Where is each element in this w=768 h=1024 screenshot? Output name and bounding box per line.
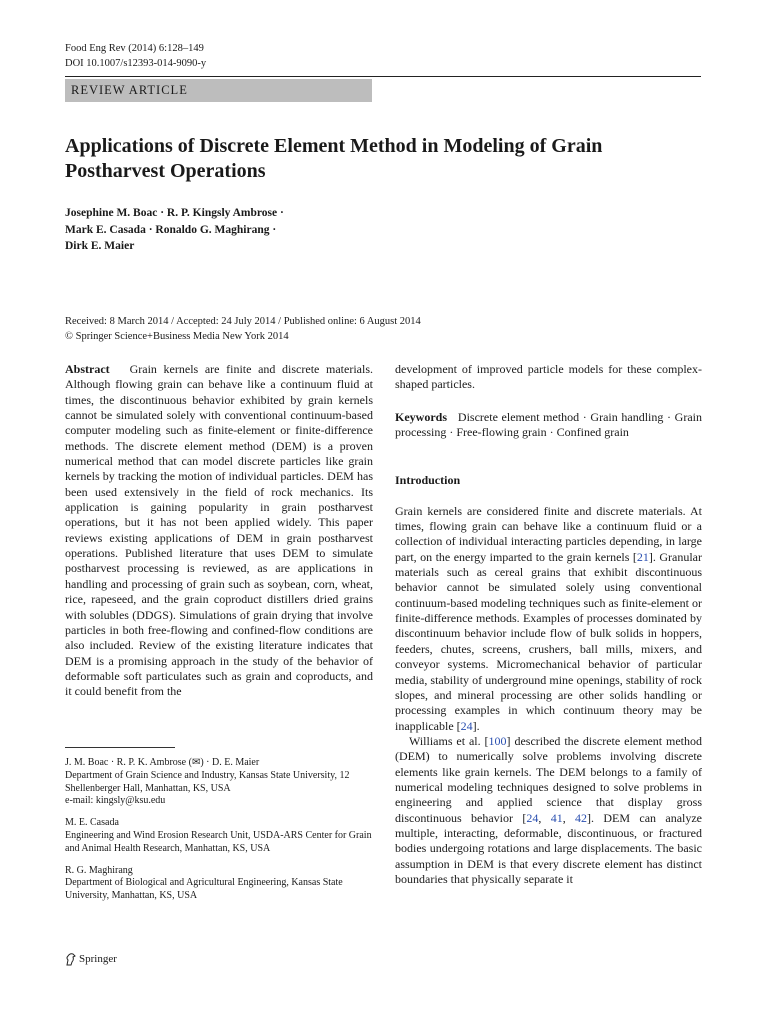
- abstract-text: Grain kernels are finite and discrete materials. Although flowing grain can behave like a continuum fluid at times, the discontinuous behavior exhibited by grain kernels cannot be simulated solely with conventional continuum-based computer modeling such as finite-element or finite-difference methods. The discrete element method (DEM) is a proven numerical method that can model discrete particles like grain kernels by tracking the motion of individual particles. DEM has been used extensively in the field of rock mechanics. Its application is gaining popularity in grain postharvest operations, but it has not been applied widely. This paper reviews existing applications of DEM in grain postharvest operations. Published literature that uses DEM to simulate postharvest processing is reviewed, as are applications in handling and processing of grain such as soybean, corn, wheat, rice, rapeseed, and the grain coproduct distillers dried grains with solubles (DDGS). Simulations of grain drying that involve particles in both free-flowing and confined-flow conditions are also included. Review of the existing literature indicates that DEM is a promising approach in the study of the behavior of deformable soft particulates such as grain and coproducts, and it could benefit from the: [65, 362, 373, 699]
- article-type-banner: REVIEW ARTICLE: [65, 79, 372, 102]
- affiliation-address: Engineering and Wind Erosion Research Unit, USDA-ARS Center for Grain and Animal Health Research, Manhattan, KS, USA: [65, 829, 372, 854]
- history-dates: Received: 8 March 2014 / Accepted: 24 July 2014 / Published online: 6 August 2014: [65, 316, 421, 327]
- affiliation-names: R. G. Maghirang: [65, 864, 133, 876]
- abstract-label: Abstract: [65, 362, 110, 376]
- publisher-name: Springer: [79, 953, 117, 965]
- intro-paragraph-1: Grain kernels are considered finite and discrete materials. At times, flowing grain can behave like a continuum fluid or a collection of individual interacting particles depending, in large part, on the energy imparted to the grain kernels [21]. Granular materials such as cereal grains that exhibit discontinuous behavior cannot be simulated solely using conventional continuum-based modeling techniques such as finite-element or finite-difference methods. Examples of processes dominated by discontinuum behavior include flow of bulk solids in hoppers, feeders, chutes, screens, crushers, ball mills, mixers, and conveyor systems. Micromechanical behavior of particular media, stability of underground mine openings, stability of rock slopes, and mineral processing are other solids handling or processing examples in which continuum theory may be inapplicable [24].: [395, 503, 702, 733]
- citation-link[interactable]: 21: [636, 549, 649, 564]
- citation-link[interactable]: 42: [575, 810, 588, 825]
- springer-horse-icon: [65, 953, 76, 966]
- affiliations: [65, 757, 375, 912]
- keywords-label: Keywords: [395, 409, 447, 424]
- author-line: Dirk E. Maier: [65, 240, 135, 252]
- doi-line: DOI 10.1007/s12393-014-9090-y: [65, 58, 207, 69]
- affiliation-block: [65, 865, 375, 903]
- section-heading-introduction: Introduction: [395, 473, 461, 488]
- header-rule: [65, 76, 701, 77]
- copyright-line: © Springer Science+Business Media New York 2014: [65, 330, 289, 342]
- journal-line: Food Eng Rev (2014) 6:128–149: [65, 43, 204, 54]
- citation-link[interactable]: 100: [488, 733, 507, 748]
- affiliation-names: J. M. Boac · R. P. K. Ambrose (✉) · D. E. Maier: [65, 757, 260, 768]
- author-line: Mark E. Casada · Ronaldo G. Maghirang ·: [65, 223, 277, 236]
- affiliation-block: [65, 817, 375, 855]
- affiliation-address: Department of Biological and Agricultural Engineering, Kansas State University, Manhattan, KS, USA: [65, 877, 343, 902]
- affiliation-email: e-mail: kingsly@ksu.edu: [65, 795, 166, 807]
- abstract-continuation: development of improved particle models for these complex-shaped particles.: [395, 362, 702, 392]
- journal-citation: [65, 41, 206, 71]
- citation-link[interactable]: 24: [460, 718, 473, 733]
- left-column: [65, 362, 373, 700]
- author-list: [65, 205, 465, 255]
- keywords-text: Discrete element method · Grain handling · Grain processing · Free-flowing grain · Confined grain: [395, 409, 702, 440]
- article-title: Applications of Discrete Element Method in Modeling of Grain Postharvest Operations: [65, 135, 603, 182]
- footnote-rule: [65, 747, 175, 748]
- author-line: Josephine M. Boac · R. P. Kingsly Ambrose ·: [65, 207, 284, 219]
- citation-link[interactable]: 41: [550, 810, 563, 825]
- publisher-footer: [65, 952, 117, 966]
- affiliation-address: Department of Grain Science and Industry, Kansas State University, 12 Shellenberger Hall, Manhattan, KS, USA: [65, 769, 350, 794]
- intro-paragraph-2: Williams et al. [100] described the discrete element method (DEM) to numerically solve problems involving discrete elements like grain kernels. The DEM belongs to a family of numerical modeling techniques designed to solve problems in engineering and applied science that display gross discontinuous behavior [24, 41, 42]. DEM can analyze multiple, interacting, deformable, discontinuous, or fractured bodies undergoing rotations and large displacements. The basic assumption in DEM is that every discrete element has distinct boundaries that physically separate it: [395, 733, 703, 886]
- right-column: [395, 362, 702, 887]
- abstract-paragraph: [65, 362, 373, 700]
- affiliation-names: M. E. Casada: [65, 817, 119, 829]
- keywords-paragraph: [395, 410, 702, 441]
- citation-link[interactable]: 24: [526, 810, 539, 825]
- publication-history: [65, 315, 705, 344]
- affiliation-block: [65, 757, 375, 808]
